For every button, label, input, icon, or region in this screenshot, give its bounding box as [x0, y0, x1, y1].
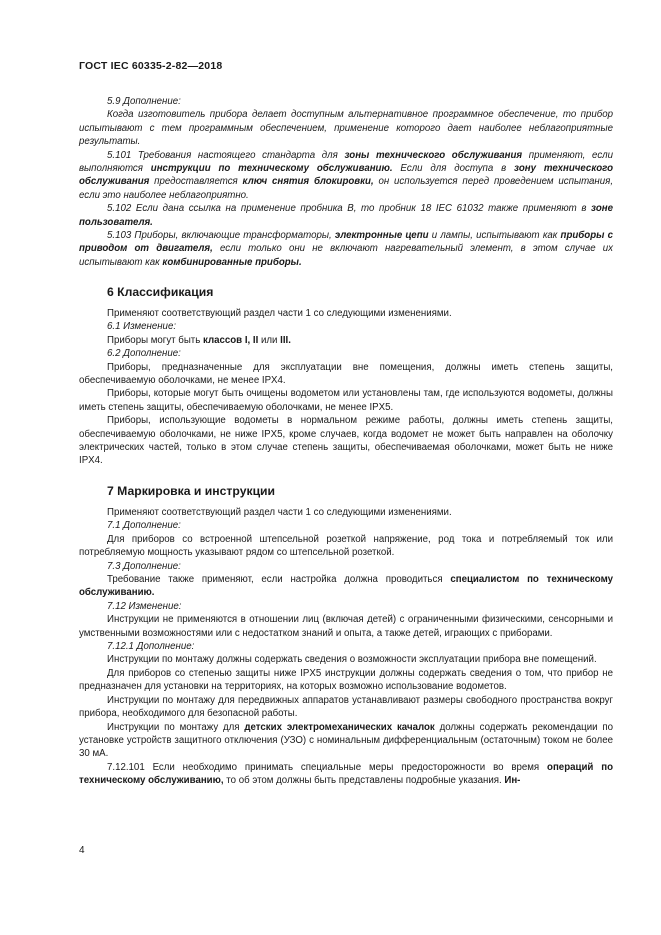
section-6-intro: Применяют соответствующий раздел части 1 со следующими изменениями.	[107, 308, 452, 319]
clause-7-12-1-text-4: Инструкции по монтажу для детских электромеханических качалок должны содержать рекомендации по установке устройств защитного отключения (УЗО) с номинальным дифференциальным (остаточным) током не более 30 мА.	[79, 721, 613, 760]
section-7-title: 7 Маркировка и инструкции	[107, 484, 276, 498]
standard-header: ГОСТ IEC 60335-2-82—2018	[79, 60, 223, 72]
clause-6-2-heading: 6.2 Дополнение:	[107, 348, 181, 360]
section-6-body	[79, 307, 613, 468]
clause-7-1-text: Для приборов со встроенной штепсельной розеткой напряжение, род тока и потребляемый ток или потребляемую мощность указывают рядом со штепсельной розеткой.	[79, 533, 613, 559]
clause-7-12-1-text-1: Инструкции по монтажу должны содержать сведения о возможности эксплуатации прибора вне помещений.	[107, 654, 597, 666]
clause-5-9-heading: 5.9 Дополнение:	[107, 96, 181, 107]
clause-7-3-heading: 7.3 Дополнение:	[107, 560, 181, 572]
amendments-section-5	[79, 95, 613, 269]
clause-5-101: 5.101 Требования настоящего стандарта для зоны технического обслуживания применяют, если выполняются инструкции по техническому обслуживанию. Если для доступа в зону технического обслуживания предоставляется ключ снятия блокировки, он используется перед проведением испытания, если это наиболее неблагоприятно.	[79, 149, 614, 201]
clause-6-1-text: Приборы могут быть классов I, II или III.	[107, 334, 291, 346]
clause-7-12-101: 7.12.101 Если необходимо принимать специальные меры предосторожности во время операций по техническому обслуживанию, то об этом должны быть представлены подробные указания. Ин-	[79, 761, 613, 787]
clause-7-12-text: Инструкции не применяются в отношении лиц (включая детей) с ограниченными физическими, сенсорными и умственными возможностями или с недостатком знаний и опыта, а также детей, играющих с приборами.	[79, 614, 613, 639]
clause-6-1-heading: 6.1 Изменение:	[107, 321, 177, 333]
section-7-title-wrap	[79, 484, 613, 499]
clause-7-12-1-heading: 7.12.1 Дополнение:	[107, 641, 195, 653]
clause-6-2-text-1: Приборы, предназначенные для эксплуатации вне помещения, должны иметь степень защиты, обеспечиваемую оболочками, не менее IPX4.	[79, 361, 613, 387]
section-6-title: 6 Классификация	[107, 285, 214, 299]
page-number: 4	[79, 845, 85, 856]
clause-7-12-1-text-3: Инструкции по монтажу для передвижных аппаратов устанавливают размеры свободного пространства вокруг прибора, необходимого для безопасной работы.	[79, 694, 613, 720]
clause-7-1-heading: 7.1 Дополнение:	[107, 520, 181, 532]
clause-7-12-heading: 7.12 Изменение:	[107, 600, 182, 612]
clause-7-12-1-text-2: Для приборов со степенью защиты ниже IPX5 инструкции должны содержать сведения о том, что прибор не предназначен для установки на территориях, на которых возможно использование водометов.	[79, 667, 613, 693]
clause-5-9-text: Когда изготовитель прибора делает доступным альтернативное программное обеспечение, то прибор испытывают с тем программным обеспечением, применение которого дает наиболее неблагоприятные результаты.	[79, 109, 613, 148]
clause-6-2-text-2: Приборы, которые могут быть очищены водометом или установлены там, где используются водометы, должны иметь степень защиты, обеспечиваемую оболочками, не менее IPX5.	[79, 388, 613, 413]
clause-7-3-text: Требование также применяют, если настройка должна проводиться специалистом по техническому обслуживанию.	[79, 574, 613, 599]
section-7-body	[79, 506, 613, 788]
section-7-intro: Применяют соответствующий раздел части 1 со следующими изменениями.	[107, 507, 452, 518]
clause-5-103: 5.103 Приборы, включающие трансформаторы, электронные цепи и лампы, испытывают как приборы с приводом от двигателя, если только они не включают нагревательный элемент, в этом случае их испытывают как комбинированные приборы.	[79, 230, 614, 268]
clause-6-2-text-3: Приборы, использующие водометы в нормальном режиме работы, должны иметь степень защиты, обеспечиваемую оболочками, не ниже IPX5, кроме случаев, когда водомет не может быть направлен на оболочку электрических частей, только в этом случае степень защиты, обеспечиваемая оболочками, может быть не ниже IPX4.	[79, 415, 613, 467]
section-6-title-wrap	[79, 285, 613, 300]
clause-5-102: 5.102 Если дана ссылка на применение пробника В, то пробник 18 IEC 61032 также применяют в зоне пользователя.	[79, 203, 613, 228]
